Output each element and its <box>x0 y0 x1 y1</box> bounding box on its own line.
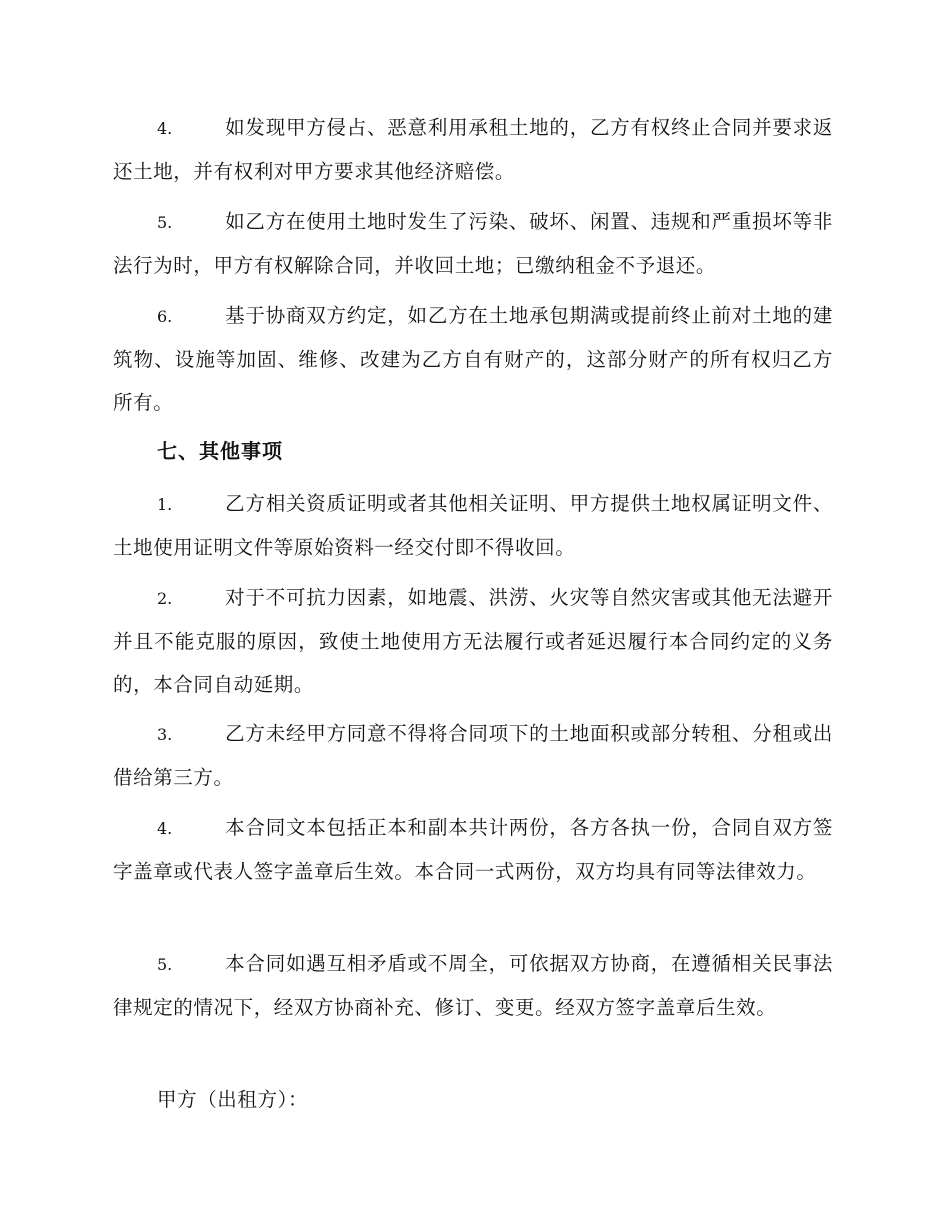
clause-item <box>113 294 833 424</box>
clause-number: 4. <box>157 819 173 838</box>
clause-item <box>113 942 833 1029</box>
clause-number: 5. <box>157 213 173 232</box>
section-heading: 七、其他事项 <box>157 439 283 463</box>
clause-text: 如发现甲方侵占、恶意利用承租土地的，乙方有权终止合同并要求返还土地，并有权利对甲方要求其他经济赔偿。 <box>113 116 833 183</box>
clause-text: 乙方相关资质证明或者其他相关证明、甲方提供土地权属证明文件、土地使用证明文件等原始资料一经交付即不得收回。 <box>113 492 833 559</box>
clause-item <box>113 482 833 569</box>
clause-text: 本合同如遇互相矛盾或不周全，可依据双方协商，在遵循相关民事法律规定的情况下，经双方协商补充、修订、变更。经双方签字盖章后生效。 <box>113 952 833 1019</box>
clause-item <box>113 576 833 706</box>
clause-number: 3. <box>157 725 173 744</box>
clause-text: 乙方未经甲方同意不得将合同项下的土地面积或部分转租、分租或出借给第三方。 <box>113 722 833 789</box>
clause-number: 6. <box>157 307 173 326</box>
clause-item <box>113 106 833 193</box>
clause-item <box>113 712 833 799</box>
clause-item <box>113 806 833 893</box>
clause-number: 2. <box>157 589 173 608</box>
clause-number: 5. <box>157 955 173 974</box>
clause-item <box>113 200 833 287</box>
clause-number: 1. <box>157 495 173 514</box>
clause-text: 如乙方在使用土地时发生了污染、破坏、闲置、违规和严重损坏等非法行为时，甲方有权解除合同，并收回土地；已缴纳租金不予退还。 <box>113 210 833 277</box>
clause-text: 基于协商双方约定，如乙方在土地承包期满或提前终止前对土地的建筑物、设施等加固、维修、改建为乙方自有财产的，这部分财产的所有权归乙方所有。 <box>113 304 833 414</box>
clause-text: 本合同文本包括正本和副本共计两份，各方各执一份，合同自双方签字盖章或代表人签字盖章后生效。本合同一式两份，双方均具有同等法律效力。 <box>113 816 833 883</box>
party-a-signature-label: 甲方（出租方）： <box>157 1088 309 1111</box>
clause-text: 对于不可抗力因素，如地震、洪涝、火灾等自然灾害或其他无法避开并且不能克服的原因，致使土地使用方无法履行或者延迟履行本合同约定的义务的，本合同自动延期。 <box>113 586 833 696</box>
clause-number: 4. <box>157 119 173 138</box>
